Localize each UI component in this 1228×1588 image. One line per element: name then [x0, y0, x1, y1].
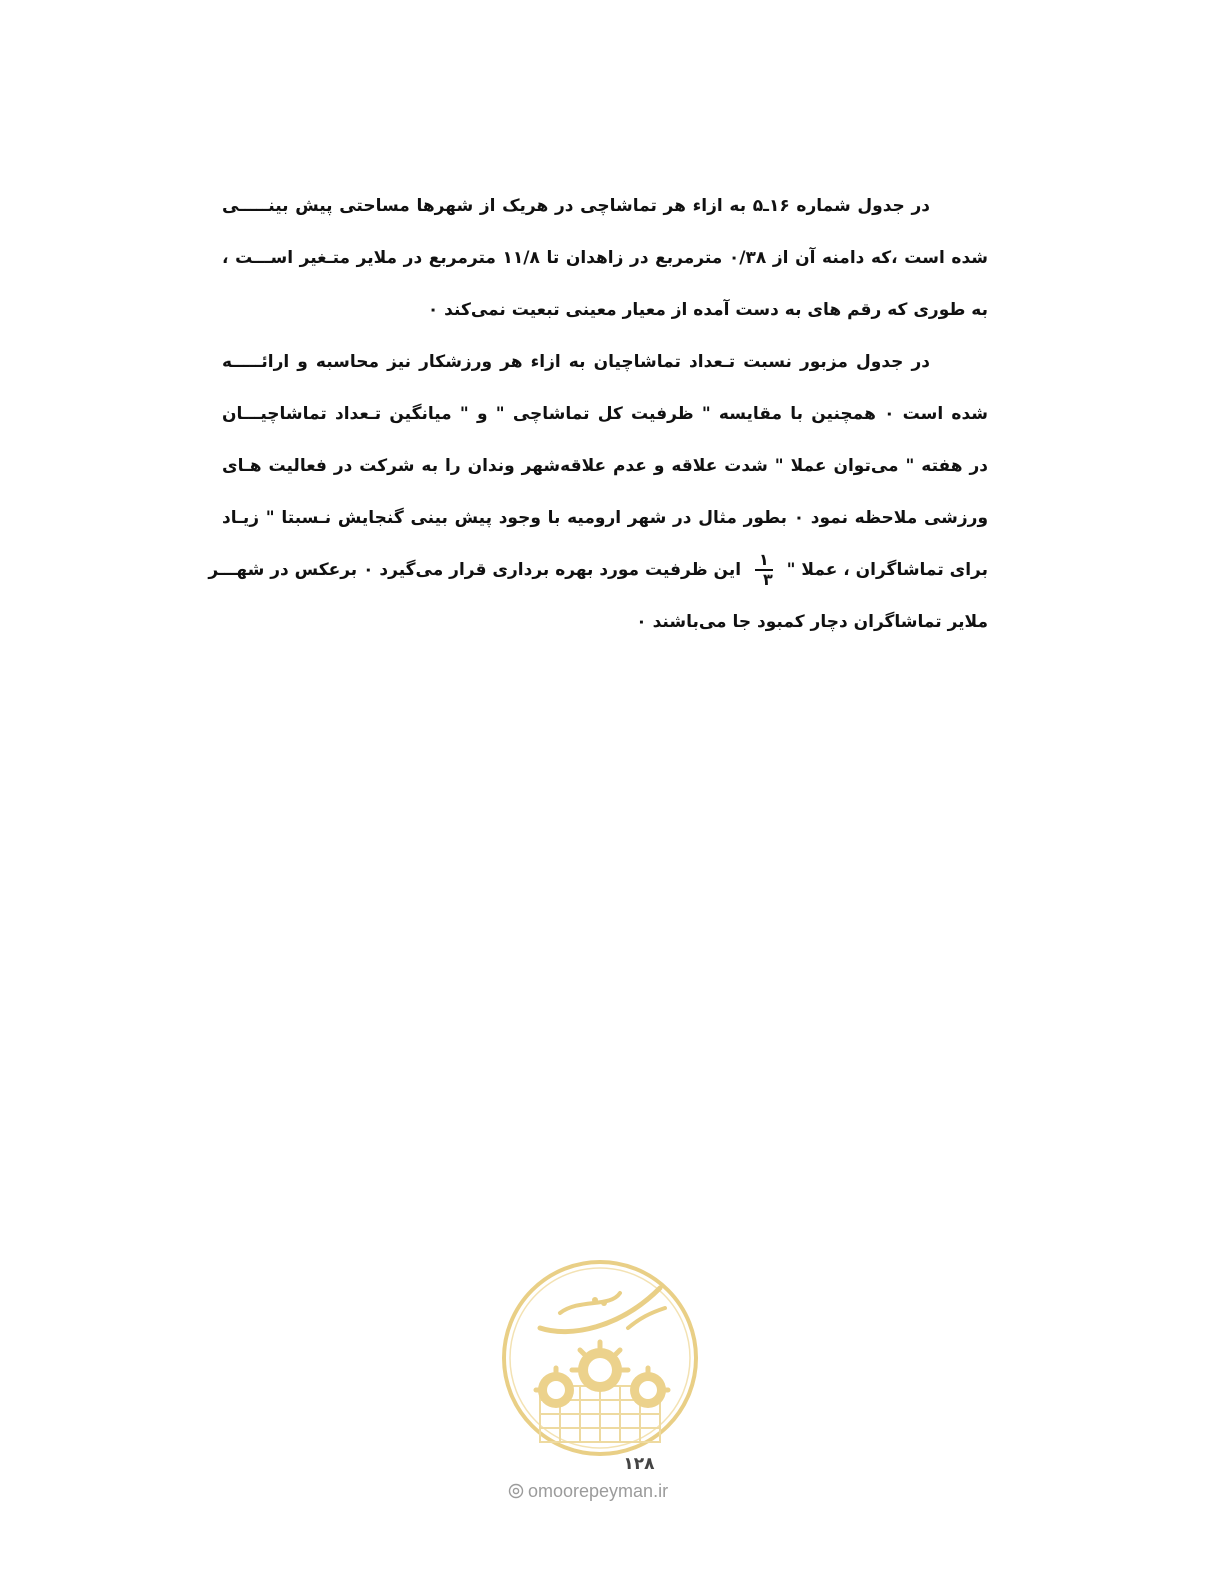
watermark-url-text: omoorepeyman.ir: [528, 1480, 669, 1501]
text-line: در جدول شماره ۱۶ـ۵ به ازاء هر تماشاچی در هریک از شهرها مساحتی پیش بینـــــی: [222, 196, 930, 216]
text-line-with-fraction: [208, 544, 988, 596]
fraction: [755, 551, 773, 589]
paragraph-2: [208, 336, 989, 648]
text-segment: برای تماشاگران ، عملا ": [786, 560, 988, 580]
text-line: شده است ۰ همچنین با مقایسه " ظرفیت کل تماشاچی " و " میانگین تـعداد تماشاچیـــان: [222, 404, 988, 424]
paragraph-1: [222, 180, 988, 336]
text-line: ورزشی ملاحظه نمود ۰ بطور مثال در شهر ارومیه با وجود پیش بینی گنجایش نـسبتا " زیـاد: [222, 508, 989, 528]
body-text: [208, 180, 989, 648]
at-sign-icon: [508, 1483, 524, 1499]
text-line: ملایر تماشاگران دچار کمبود جا می‌باشند ۰: [636, 612, 988, 632]
text-line: شده است ،که دامنه آن از ۰/۳۸ مترمربع در زاهدان تا ۱۱/۸ مترمربع در ملایر متـغیر اســـت ،: [222, 248, 988, 268]
page-number: ۱۲۸: [623, 1454, 655, 1474]
text-line: به طوری که رقم های به دست آمده از معیار معینی تبعیت نمی‌کند ۰: [427, 300, 988, 320]
fraction-numerator: ۱: [755, 551, 773, 571]
text-line: در جدول مزبور نسبت تـعداد تماشاچیان به ازاء هر ورزشکار نیز محاسبه و ارائـــــه: [222, 352, 930, 372]
logo-emblem-icon: [500, 1258, 700, 1458]
watermark-logo: [500, 1258, 700, 1458]
text-segment: این ظرفیت مورد بهره برداری قرار می‌گیرد ۰ برعکس در شهـــر: [208, 560, 742, 580]
fraction-denominator: ۳: [762, 570, 773, 589]
text-line: در هفته " می‌توان عملا " شدت علاقه و عدم علاقه‌شهر وندان را به شرکت در فعالیت هـای: [222, 456, 988, 476]
watermark-url: [508, 1478, 718, 1504]
